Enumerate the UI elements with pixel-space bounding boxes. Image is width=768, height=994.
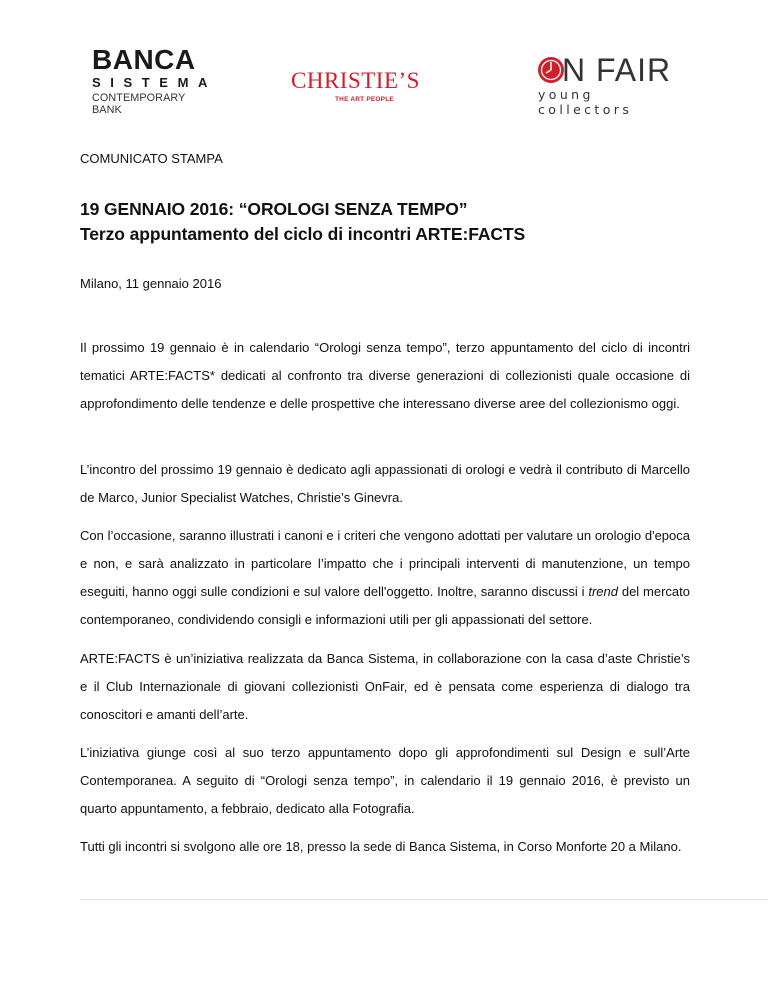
paragraph-schedule: L’iniziativa giunge così al suo terzo appuntamento dopo gli approfondimenti sul Design e sull’Arte Contemporanea. A seguito di “Orologi senza tempo”, in calendario il 19 gennaio 2016, è previsto un quarto appuntamento, a febbraio, dedicato alla Fotografia. <box>80 745 690 816</box>
onfair-logo-n: N <box>562 52 586 88</box>
paragraph-venue: Tutti gli incontri si svolgono alle ore 18, presso la sede di Banca Sistema, in Corso Monforte 20 a Milano. <box>80 839 682 854</box>
footer-divider <box>80 899 768 900</box>
paragraph-speaker: L’incontro del prossimo 19 gennaio è dedicato agli appassionati di orologi e vedrà il contributo di Marcello de Marco, Junior Specialist Watches, Christie’s Ginevra. <box>80 462 690 505</box>
document-label: COMUNICATO STAMPA <box>80 151 223 166</box>
paragraph-topics <box>80 522 690 634</box>
paragraph-topics-text-a: Con l’occasione, saranno illustrati i canoni e i criteri che vengono adottati per valutare un orologio d'epoca e non, e sarà analizzato in particolare l’impatto che i principali interventi di manutenzione, un tempo eseguiti, hanno oggi sulle condizioni e sul valore dell'oggetto. Inoltre, saranno discussi i <box>80 528 690 599</box>
dateline: Milano, 11 gennaio 2016 <box>80 276 222 291</box>
headline-title: 19 GENNAIO 2016: “OROLOGI SENZA TEMPO” <box>80 199 468 219</box>
onfair-clock-icon <box>537 56 565 84</box>
banca-sistema-logo <box>92 44 217 116</box>
paragraph-initiative: ARTE:FACTS è un’iniziativa realizzata da Banca Sistema, in collaborazione con la casa d’aste Christie’s e il Club Internazionale di giovani collezionisti OnFair, ed è pensata come esperienza di dialogo tra conoscitori e amanti dell’arte. <box>80 651 690 722</box>
sistema-logo-word: SISTEMA <box>92 75 217 90</box>
headline-subtitle: Terzo appuntamento del ciclo di incontri ARTE:FACTS <box>80 224 526 244</box>
contemporary-bank-text: CONTEMPORARY BANK <box>92 92 186 116</box>
onfair-logo-subtitle: young collectors <box>538 87 633 117</box>
christies-tagline: THE ART PEOPLE <box>335 96 394 103</box>
christies-logo <box>291 69 441 103</box>
christies-logo-word: CHRISTIE’S <box>291 68 420 93</box>
paragraph-topics-italic: trend <box>588 584 618 599</box>
paragraph-intro: Il prossimo 19 gennaio è in calendario “Orologi senza tempo”, terzo appuntamento del ciclo di incontri tematici ARTE:FACTS* dedicati al confronto tra diverse generazioni di collezionisti quale occasione di approfondimento delle tendenze e delle prospettive che interessano diverse aree del collezionismo oggi. <box>80 340 690 411</box>
paragraph-topics-text-b: del mercato contemporaneo, condividendo consigli e informazioni utili per gli appassionati del settore. <box>80 584 690 627</box>
banca-logo-word: BANCA <box>92 44 196 75</box>
onfair-logo-fair: FAIR <box>596 52 672 88</box>
onfair-logo <box>536 52 676 117</box>
